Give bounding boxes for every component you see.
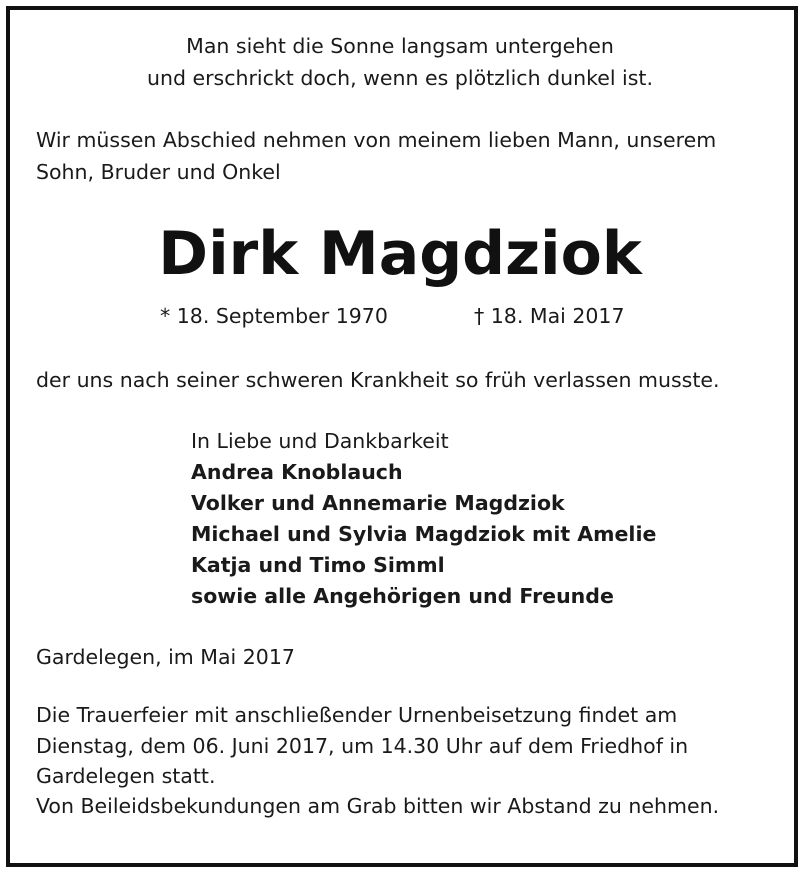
motto-line-1: Man sieht die Sonne langsam untergehen — [186, 34, 614, 58]
mourner-name: Andrea Knoblauch — [191, 460, 403, 484]
birth-date: * 18. September 1970 — [160, 304, 388, 328]
deceased-name: Dirk Magdziok — [158, 219, 642, 289]
intro-line-2: Sohn, Bruder und Onkel — [36, 160, 281, 184]
mourner-name: Michael und Sylvia Magdziok mit Amelie — [191, 522, 657, 546]
mourners-heading: In Liebe und Dankbarkeit — [191, 429, 449, 453]
funeral-line-3: Gardelegen statt. — [36, 764, 216, 788]
death-date: † 18. Mai 2017 — [474, 304, 625, 328]
intro-text — [36, 124, 764, 188]
mourner-name: Katja und Timo Simml — [191, 553, 445, 577]
place-date: Gardelegen, im Mai 2017 — [36, 645, 295, 669]
funeral-line-1: Die Trauerfeier mit anschließender Urnenbeisetzung findet am — [36, 703, 678, 727]
funeral-info — [36, 700, 764, 792]
mourners-list — [191, 426, 656, 612]
farewell-text: der uns nach seiner schweren Krankheit so früh verlassen musste. — [36, 368, 720, 392]
motto-quote — [36, 30, 764, 94]
mourner-name: Volker und Annemarie Magdziok — [191, 491, 565, 515]
intro-line-1: Wir müssen Abschied nehmen von meinem lieben Mann, unserem — [36, 128, 717, 152]
mourner-name: sowie alle Angehörigen und Freunde — [191, 584, 614, 608]
funeral-line-2: Dienstag, dem 06. Juni 2017, um 14.30 Uhr auf dem Friedhof in — [36, 733, 689, 758]
condolence-request: Von Beileidsbekundungen am Grab bitten wir Abstand zu nehmen. — [36, 794, 720, 818]
motto-line-2: und erschrickt doch, wenn es plötzlich dunkel ist. — [147, 66, 653, 90]
